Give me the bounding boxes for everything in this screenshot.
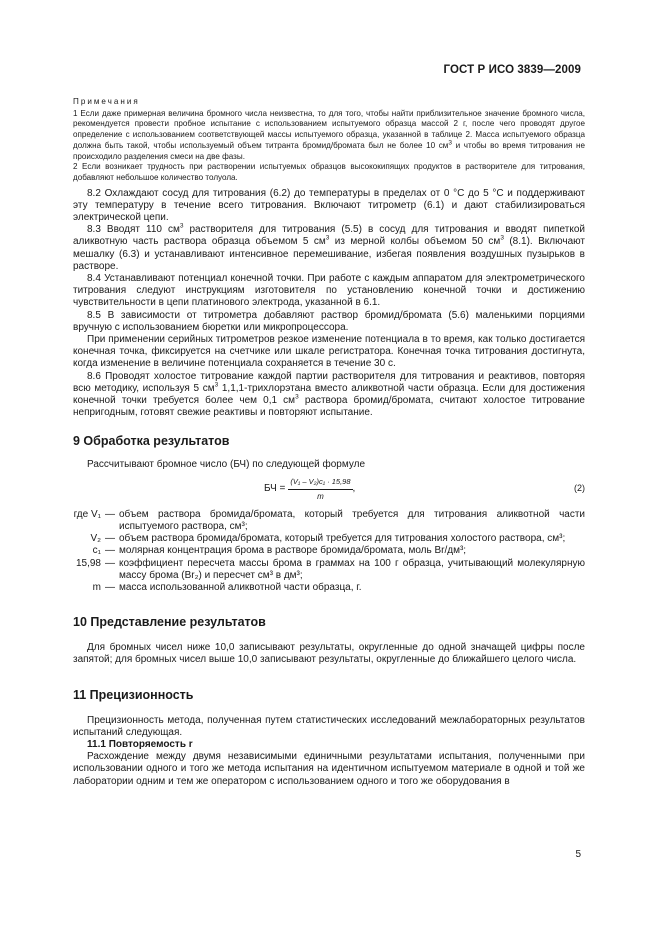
formula-denominator: m — [317, 491, 324, 501]
legend-text: молярная концентрация брома в растворе бромида/бромата, моль Br/дм³; — [119, 545, 467, 557]
subsection-11-1-heading: 11.1 Повторяемость r — [87, 738, 193, 750]
legend-symbol: c₁ — [92, 545, 101, 557]
section-10-heading: 10 Представление результатов — [73, 615, 266, 630]
formula-legend — [43, 509, 585, 594]
paragraph-8-5-continued: При применении серийных титрометров резкое изменение потенциала в то время, как только достигается конечная точка, фиксируется на счетчике или шкале регистратора. Конечная точка титрования достигнута, когда изменение в величине потенциала сохраняется в течение 30 с. — [73, 334, 585, 370]
section-10-body — [73, 642, 585, 666]
legend-text: объем раствора бромида/бромата, который требуется для титрования холостого раствора, см³; — [119, 533, 566, 545]
section-11-body — [73, 715, 585, 788]
legend-dash: — — [105, 557, 115, 569]
legend-symbol: V₂ — [90, 533, 101, 545]
section-8-body — [73, 188, 585, 420]
legend-text: масса использованной аликвотной части образца, г. — [119, 581, 362, 593]
paragraph-8-2: 8.2 Охлаждают сосуд для титрования (6.2) до температуры в пределах от 0 °С до 5 °С и поддерживают эту температуру в течение всего титрования. Включают титрометр (6.1) и дают стабилизироваться электрической цепи. — [73, 187, 585, 224]
section-11-heading: 11 Прецизионность — [73, 687, 194, 702]
paragraph-10: Для бромных чисел ниже 10,0 записывают результаты, округленные до одной значащей цифры после запятой; для бромных чисел выше 10,0 записывают результаты, округленные до ближайшего целого числа. — [73, 642, 585, 666]
page-number: 5 — [575, 849, 581, 860]
legend-symbol: где V₁ — [73, 508, 101, 520]
paragraph-8-5: 8.5 В зависимости от титрометра добавляют раствор бромид/бромата (5.6) маленькими порциями вручную с использованием бюретки или микропроцессора. — [73, 309, 585, 333]
legend-dash: — — [105, 581, 115, 593]
legend-row — [43, 545, 585, 557]
legend-dash: — — [105, 533, 115, 545]
legend-row — [43, 533, 585, 545]
formula-fraction — [288, 476, 352, 503]
note-2: 2 Если возникает трудность при растворении испытуемых образцов высококипящих продуктов в растворителе для титрования, добавляют небольшое количество толуола. — [73, 162, 585, 182]
paragraph-8-4: 8.4 Устанавливают потенциал конечной точки. При работе с каждым аппаратом для электрометрического титрования следуют инструкциям изготовителя по установлению конечной точки и достижению чувствительности в цепи платинового электрода, указанной в 6.1. — [73, 273, 585, 309]
formula-row — [73, 476, 585, 506]
legend-row — [43, 558, 585, 582]
legend-dash: — — [105, 545, 115, 557]
formula-lhs: БЧ = — [264, 483, 286, 495]
paragraph-11: Прецизионность метода, полученная путем статистических исследований межлабораторных результатов испытаний следующая. — [73, 714, 585, 738]
formula-numerator: (V₁ – V₂)c₁ · 15,98 — [288, 476, 352, 490]
legend-symbol: 15,98 — [75, 557, 101, 569]
section-9-body — [73, 459, 585, 594]
document-header: ГОСТ Р ИСО 3839—2009 — [443, 64, 581, 76]
legend-text: коэффициент пересчета массы брома в граммах на 100 г образца, учитывающий молекулярную массу брома (Br₂) и пересчет см³ в дм³; — [119, 557, 585, 581]
legend-text: объем раствора бромида/бромата, который требуется для титрования аликвотной части испытуемого раствора, см³; — [119, 508, 585, 532]
legend-symbol: m — [92, 581, 101, 593]
bromine-number-formula — [264, 476, 355, 503]
legend-row — [43, 509, 585, 533]
section-9-heading: 9 Обработка результатов — [73, 434, 230, 449]
notes-title: Примечания — [73, 97, 140, 106]
formula-end: , — [352, 483, 356, 495]
legend-dash: — — [105, 508, 115, 520]
paragraph-8-3: 8.3 Вводят 110 $см^3$ растворителя для титрования (5.5) в сосуд для титрования и вводят пипеткой аликвотную часть раствора образца объемом 5 $см^3$ из мерной колбы объемом 50 $см^3$ (8.1). Включают мешалку (6.3) и устанавливают интенсивное перемешивание, избегая появления воздушных пузырьков в растворе. — [73, 222, 585, 272]
page-content — [73, 97, 585, 788]
formula-number: (2) — [574, 482, 585, 493]
formula-intro: Рассчитывают бромное число (БЧ) по следующей формуле — [87, 459, 366, 471]
paragraph-11-1: Расхождение между двумя независимыми единичными результатами испытания, полученными при использовании одного и того же метода испытания на идентичном испытуемом материале в одной и той же лаборатории одним и тем же оператором с использованием одного и того же оборудования в — [73, 751, 585, 787]
legend-row — [43, 582, 585, 594]
notes-block — [73, 97, 585, 184]
paragraph-8-6: 8.6 Проводят холостое титрование каждой партии растворителя для титрования и реактивов, повторяя всю методику, используя 5 $см^3$ 1,1,1-трихлорэтана вместо аликвотной части образца. Если для достижения конечной точки требуется более чем 0,1 $см^3$ раствора бромид/бромата, считают холостое титрование непригодным, готовят свежие реактивы и повторяют испытание. — [73, 370, 586, 419]
note-1: 1 Если даже примерная величина бромного числа неизвестна, то для того, чтобы найти приблизительное значение бромного числа, рекомендуется провести пробное испытание с использованием испытуемого образца массой 2 г, после чего проводят другое определение с использованием соответствующей массы испытуемого образца, указанной в таблице 2. Масса испытуемого образца должна быть такой, чтобы используемый объем титранта бромид/бромата был не более 10 $см^3$ и чтобы во время титрования не происходило разделения смеси на две фазы. — [73, 108, 585, 161]
